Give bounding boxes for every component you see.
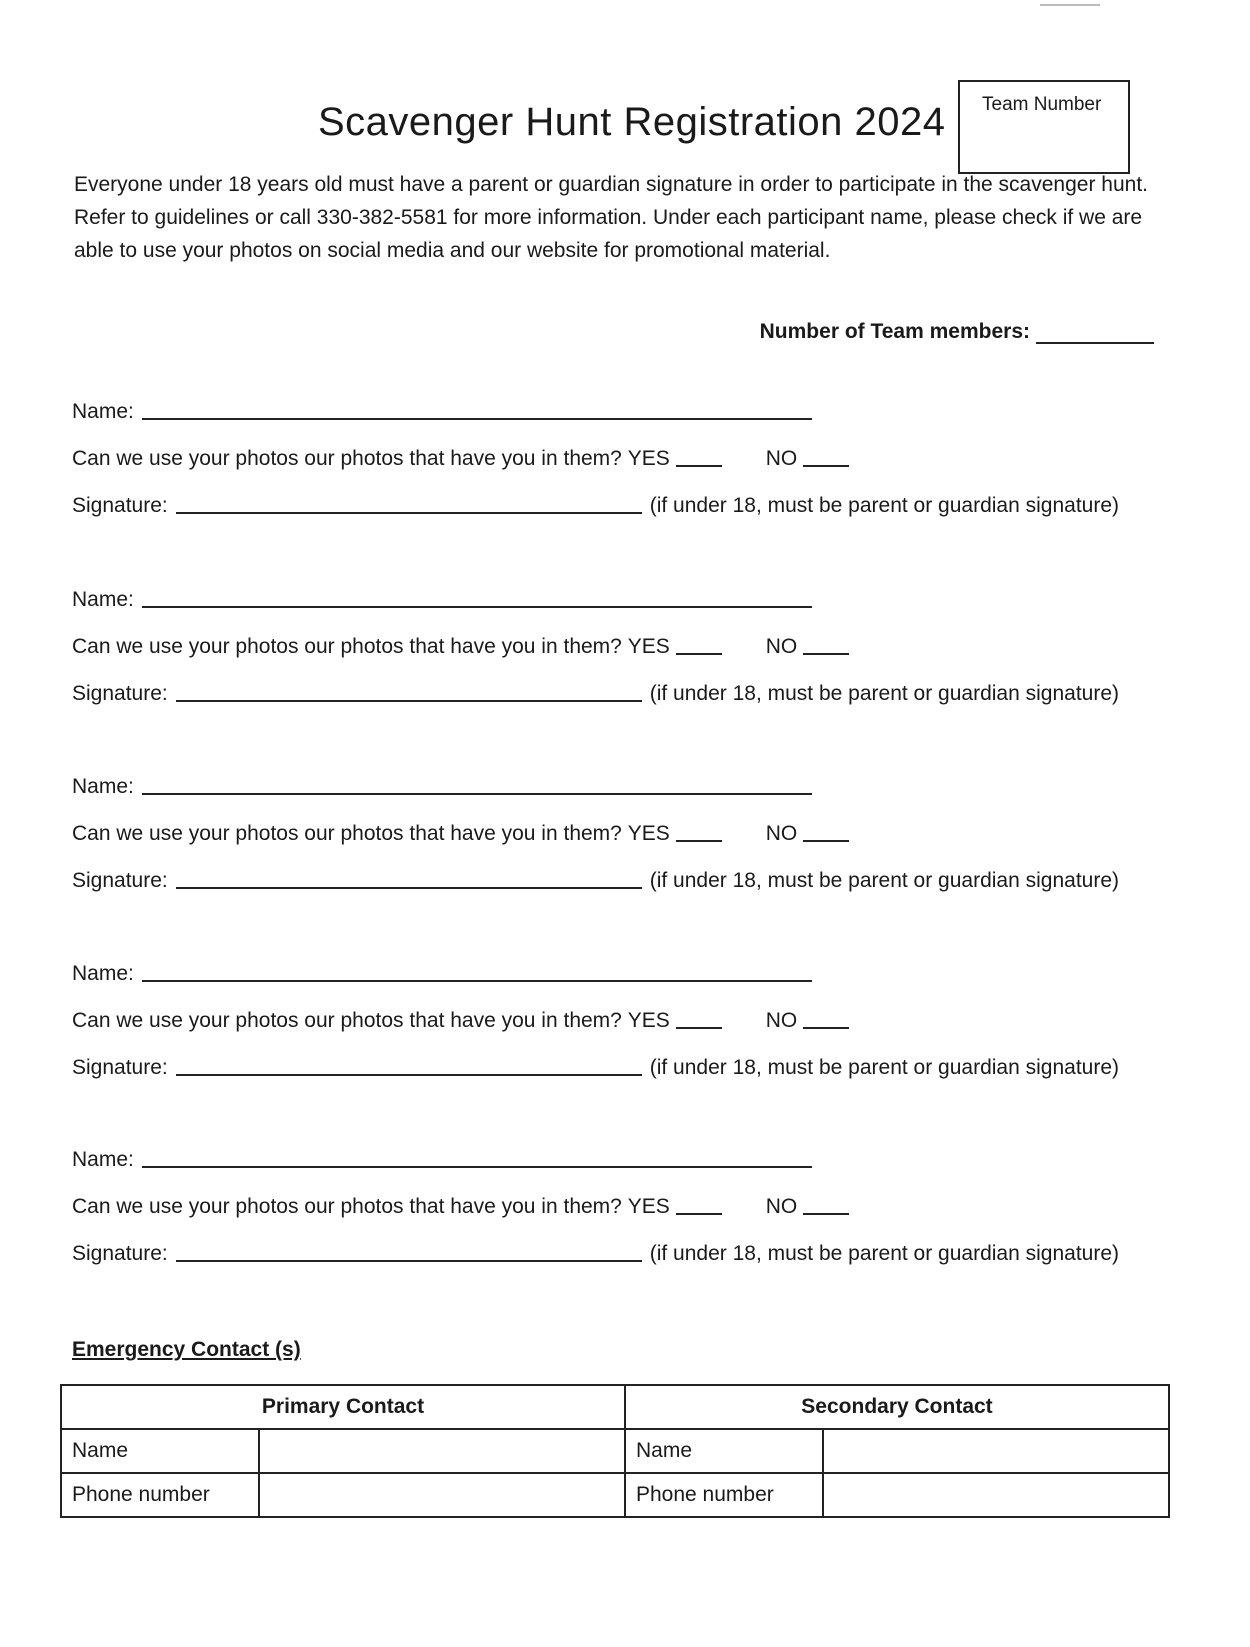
name-label: Name: — [72, 962, 134, 985]
participant-block — [72, 775, 1172, 925]
table-row — [61, 1429, 1169, 1473]
photo-consent-row — [72, 822, 849, 846]
participant-name-row — [72, 962, 812, 986]
signature-label: Signature: — [72, 1242, 168, 1265]
secondary-name-label: Name — [625, 1429, 823, 1473]
secondary-contact-header: Secondary Contact — [625, 1385, 1169, 1429]
no-checkbox-blank[interactable] — [803, 465, 849, 467]
signature-row — [72, 869, 1119, 893]
participant-block — [72, 962, 1172, 1112]
yes-label: YES — [627, 635, 670, 658]
emergency-contacts-title: Emergency Contact (s) — [72, 1338, 301, 1361]
signature-label: Signature: — [72, 1056, 168, 1079]
photo-question: Can we use your photos our photos that have you in them? — [72, 447, 622, 470]
secondary-name-field[interactable] — [823, 1429, 1169, 1473]
name-label: Name: — [72, 1148, 134, 1171]
form-title: Scavenger Hunt Registration 2024 — [318, 100, 946, 144]
signature-row — [72, 494, 1119, 518]
secondary-phone-field[interactable] — [823, 1473, 1169, 1517]
photo-consent-row — [72, 1195, 849, 1219]
photo-question: Can we use your photos our photos that have you in them? — [72, 635, 622, 658]
no-checkbox-blank[interactable] — [803, 840, 849, 842]
signature-note: (if under 18, must be parent or guardian signature) — [649, 1056, 1120, 1079]
participant-block — [72, 588, 1172, 738]
signature-field[interactable] — [176, 886, 642, 889]
name-field[interactable] — [142, 979, 812, 982]
yes-label: YES — [627, 1195, 670, 1218]
name-field[interactable] — [142, 1165, 812, 1168]
signature-field[interactable] — [176, 1259, 642, 1262]
participant-name-row — [72, 775, 812, 799]
signature-label: Signature: — [72, 869, 168, 892]
no-label: NO — [765, 635, 798, 658]
participant-name-row — [72, 588, 812, 612]
secondary-phone-label: Phone number — [625, 1473, 823, 1517]
signature-field[interactable] — [176, 1073, 642, 1076]
participant-name-row — [72, 1148, 812, 1172]
yes-checkbox-blank[interactable] — [676, 840, 722, 842]
signature-field[interactable] — [176, 511, 642, 514]
photo-question: Can we use your photos our photos that have you in them? — [72, 1009, 622, 1032]
yes-checkbox-blank[interactable] — [676, 653, 722, 655]
signature-note: (if under 18, must be parent or guardian signature) — [649, 494, 1120, 517]
signature-note: (if under 18, must be parent or guardian signature) — [649, 682, 1120, 705]
team-members-blank[interactable] — [1036, 322, 1154, 344]
signature-field[interactable] — [176, 699, 642, 702]
name-label: Name: — [72, 400, 134, 423]
name-field[interactable] — [142, 792, 812, 795]
primary-contact-header: Primary Contact — [61, 1385, 625, 1429]
primary-phone-field[interactable] — [259, 1473, 625, 1517]
primary-name-field[interactable] — [259, 1429, 625, 1473]
signature-note: (if under 18, must be parent or guardian signature) — [649, 869, 1120, 892]
primary-phone-label: Phone number — [61, 1473, 259, 1517]
participant-block — [72, 1148, 1172, 1298]
intro-paragraph: Everyone under 18 years old must have a parent or guardian signature in order to participate in the scavenger hunt. Refer to guidelines or call 330-382-5581 for more information. Under each participant name, please check if we are able to use your photos on social media and our website for promotional material. — [74, 173, 1148, 262]
no-label: NO — [765, 1009, 798, 1032]
name-label: Name: — [72, 588, 134, 611]
name-field[interactable] — [142, 605, 812, 608]
no-label: NO — [765, 447, 798, 470]
photo-question: Can we use your photos our photos that have you in them? — [72, 822, 622, 845]
participant-block — [72, 400, 1172, 550]
photo-consent-row — [72, 1009, 849, 1033]
no-label: NO — [765, 822, 798, 845]
photo-consent-row — [72, 447, 849, 471]
table-header-row — [61, 1385, 1169, 1429]
signature-row — [72, 1056, 1119, 1080]
participant-name-row — [72, 400, 812, 424]
no-label: NO — [765, 1195, 798, 1218]
signature-row — [72, 682, 1119, 706]
photo-question: Can we use your photos our photos that have you in them? — [72, 1195, 622, 1218]
yes-checkbox-blank[interactable] — [676, 1027, 722, 1029]
yes-checkbox-blank[interactable] — [676, 465, 722, 467]
signature-row — [72, 1242, 1119, 1266]
emergency-contacts-table — [60, 1384, 1170, 1518]
team-number-box[interactable] — [958, 80, 1130, 174]
photo-consent-row — [72, 635, 849, 659]
table-row — [61, 1473, 1169, 1517]
signature-label: Signature: — [72, 494, 168, 517]
team-members-label: Number of Team members: — [759, 320, 1030, 343]
name-field[interactable] — [142, 417, 812, 420]
no-checkbox-blank[interactable] — [803, 1027, 849, 1029]
yes-label: YES — [627, 1009, 670, 1032]
name-label: Name: — [72, 775, 134, 798]
no-checkbox-blank[interactable] — [803, 653, 849, 655]
corner-mark — [1040, 4, 1100, 6]
team-members-count — [760, 320, 1154, 344]
yes-label: YES — [627, 822, 670, 845]
signature-note: (if under 18, must be parent or guardian signature) — [649, 1242, 1120, 1265]
primary-name-label: Name — [61, 1429, 259, 1473]
yes-checkbox-blank[interactable] — [676, 1213, 722, 1215]
team-number-label: Team Number — [982, 94, 1102, 115]
signature-label: Signature: — [72, 682, 168, 705]
yes-label: YES — [627, 447, 670, 470]
no-checkbox-blank[interactable] — [803, 1213, 849, 1215]
